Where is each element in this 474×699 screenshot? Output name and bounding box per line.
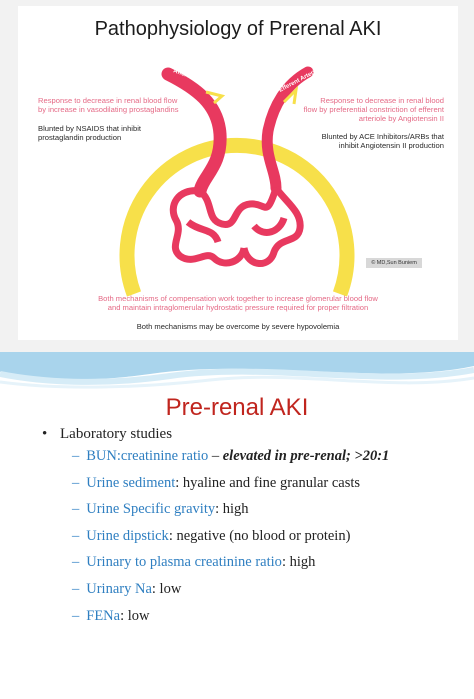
list-item: – Urine sediment: hyaline and fine granular casts — [72, 474, 361, 491]
dash-icon: – — [72, 474, 80, 491]
afferent-arteriole-label: Afferent Arteriole — [172, 68, 221, 91]
list-item: – Urinary Na: low — [72, 580, 182, 597]
right-response-text: Response to decrease in renal blood flow by preferential constriction of efferent arteriole by Angiotensin II — [303, 96, 444, 123]
dash-icon: – — [72, 554, 80, 571]
left-blunted-text: Blunted by NSAIDS that inhibit prostaglandin production — [38, 124, 141, 142]
slide-glomerulus-diagram — [18, 6, 458, 340]
dash-icon: – — [72, 607, 80, 624]
copyright-badge: © MD,Sun Buniem — [366, 258, 422, 268]
slide-prerenal-labs — [0, 352, 474, 699]
slide-header-wave — [0, 352, 474, 400]
slide-title: Pre-renal AKI — [165, 394, 309, 421]
lab-studies-list — [42, 426, 389, 634]
bullet-dot-icon: • — [42, 426, 48, 442]
capillary-tuft — [173, 188, 300, 264]
dash-icon: – — [72, 527, 80, 544]
list-item: – Urinary to plasma creatinine ratio: high — [72, 554, 316, 571]
diagram-title: Pathophysiology of Prerenal AKI — [94, 18, 382, 40]
right-blunted-text: Blunted by ACE Inhibitors/ARBs that inhibit Angiotensin II production — [321, 132, 444, 150]
overcome-text: Both mechanisms may be overcome by severe hypovolemia — [136, 322, 340, 331]
list-item: – Urine dipstick: negative (no blood or protein) — [72, 527, 351, 544]
afferent-arteriole — [168, 74, 220, 191]
list-item: – FENa: low — [72, 607, 150, 624]
both-mechanisms-text: Both mechanisms of compensation work together to increase glomerular blood flow and maintain intraglomerular hydrostatic pressure required for proper filtration — [98, 294, 378, 312]
list-item: – BUN:creatinine ratio – elevated in pre-renal; >20:1 — [72, 448, 390, 464]
dash-icon: – — [72, 501, 80, 518]
dash-icon: – — [72, 580, 80, 597]
list-item: – Urine Specific gravity: high — [72, 501, 249, 518]
glomerulus-illustration — [18, 6, 458, 340]
dash-icon: – — [72, 448, 80, 464]
bullet-laboratory-studies: • Laboratory studies — [42, 426, 173, 442]
efferent-arteriole-label: Efferent Arteriole — [278, 65, 325, 94]
left-response-text: Response to decrease in renal blood flow by increase in vasodilating prostaglandins — [38, 96, 179, 114]
